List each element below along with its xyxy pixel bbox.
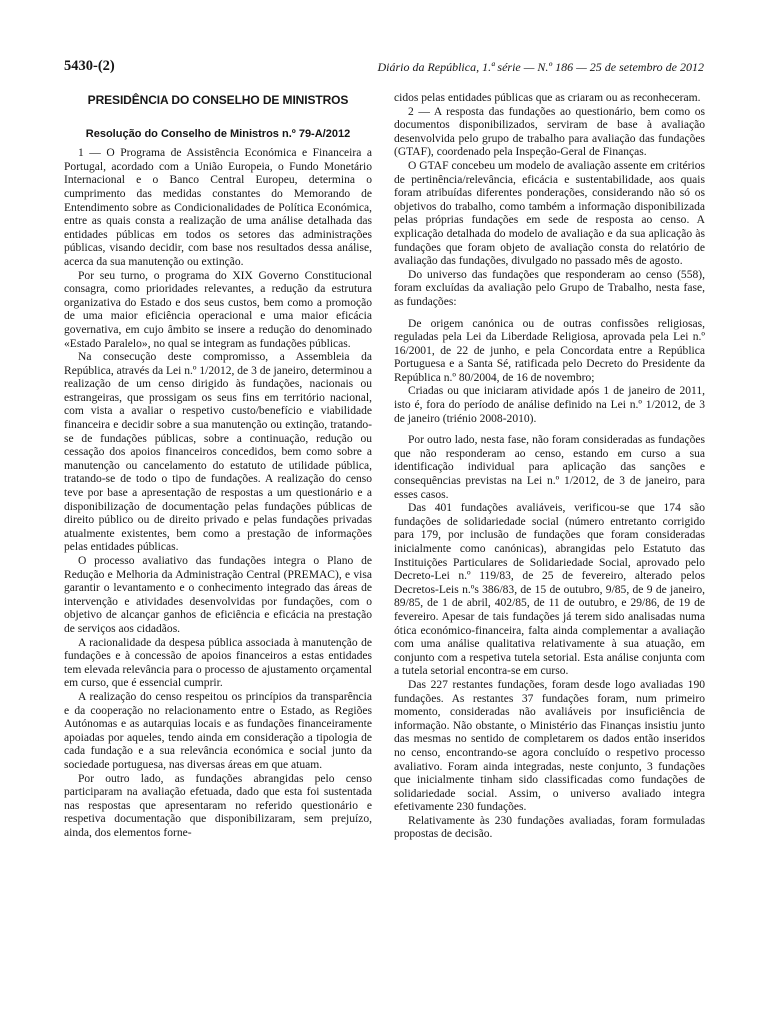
paragraph: Das 401 fundações avaliáveis, verificou-se que 174 são fundações de solidariedade social (número entretanto corrigido para 179, por inclusão de fundações que foram consideradas inicialmente como canónicas), abrangidas pelo Estatuto das Instituições Particulares de Solidariedade Social, aprovado pelo Decreto-Lei n.º 119/83, de 25 de fevereiro, alterado pelos Decretos-Leis n.ºs 386/83, de 15 de outubro, 9/85, de 9 de janeiro, 89/85, de 1 de abril, 402/85, de 11 de outubro, e 29/86, de 19 de fevereiro. Apesar de tais fundações já terem sido analisadas numa ótica económico-financeira, falta ainda complementar a avaliação com uma análise qualitativa relativamente à sua atuação, em conjunto com a respetiva tutela setorial. Esta análise conjunta com a tutela setorial encontra-se em curso. [394,502,705,678]
resolution-title: Resolução do Conselho de Ministros n.º 79-A/2012 [85,127,351,140]
paragraph: O GTAF concebeu um modelo de avaliação assente em critérios de pertinência/relevância, eficácia e sustentabilidade, aos quais foram atribuídas diferentes ponderações, considerando não só os objetivos do trabalho, como também a informação disponibilizada pelas próprias fundações em sede de resposta ao censo. A explicação detalhada do modelo de avaliação e da sua aplicação às fundações que foram objeto de avaliação consta do relatório de avaliação das fundações, divulgado no passado mês de agosto. [394,159,705,268]
list-item: De origem canónica ou de outras confissões religiosas, reguladas pela Lei da Liberdade Religiosa, aprovada pela Lei n.º 16/2001, de 22 de junho, e pela Concordata entre a República Portuguesa e a Santa Sé, ratificada pelo Decreto do Presidente da República n.º 80/2004, de 16 de novembro; [394,317,705,384]
paragraph: Relativamente às 230 fundações avaliadas, foram formuladas propostas de decisão. [394,814,705,841]
right-column [394,92,705,842]
page-header [64,58,704,76]
left-column [64,92,372,840]
paragraph: 1 — O Programa de Assistência Económica e Financeira a Portugal, acordado com a União Europeia, o Fundo Monetário Internacional e o Banco Central Europeu, determina o cumprimento das medidas constantes do Memorando de Entendimento sobre as Condicionalidades de Política Económica, entre as quais consta a realização de uma análise detalhada das entidades públicas em todos os setores das administrações públicas, visando decidir, com base nos resultados dessa análise, acerca da sua manutenção ou extinção. [64,147,372,268]
section-title: PRESIDÊNCIA DO CONSELHO DE MINISTROS [87,93,349,107]
paragraph: Por seu turno, o programa do XIX Governo Constitucional consagra, como prioridades relevantes, a redução da estrutura organizativa do Estado e dos seus custos, bem como a promoção de uma maior eficiência operacional e uma maior eficácia governativa, em cujo âmbito se insere a redução do denominado «Estado Paralelo», no qual se integram as fundações públicas. [64,269,372,350]
paragraph: A racionalidade da despesa pública associada à manutenção de fundações e à concessão de apoios financeiros a estas entidades tem elevada relevância para o processo de ajustamento orçamental em curso, que é essencial cumprir. [64,636,372,690]
list-item: Criadas ou que iniciaram atividade após 1 de janeiro de 2011, isto é, fora do período de análise definido na Lei n.º 1/2012, de 3 de janeiro (triénio 2008-2010). [394,385,705,425]
paragraph: A realização do censo respeitou os princípios da transparência e da cooperação no relacionamento entre o Estado, as Regiões Autónomas e as autarquias locais e as fundações financeiramente apoiadas por aqueles, tendo ainda em consideração a tipologia de cada fundação e a sua relevância económica e social junto da sociedade portuguesa, nas diversas áreas em que atuam. [64,690,372,771]
running-head: Diário da República, 1.ª série — N.º 186 — 25 de setembro de 2012 [377,60,704,74]
paragraph: 2 — A resposta das fundações ao questionário, bem como os documentos disponibilizados, serviram de base à avaliação desenvolvida pelo grupo de trabalho para avaliação das fundações (GTAF), coordenado pela Inspeção-Geral de Finanças. [394,105,705,159]
page-number: 5430-(2) [64,58,115,74]
paragraph: Do universo das fundações que responderam ao censo (558), foram excluídas da avaliação pelo Grupo de Trabalho, nesta fase, as fundações: [394,268,705,308]
paragraph: Na consecução deste compromisso, a Assembleia da República, através da Lei n.º 1/2012, de 3 de janeiro, determinou a realização de um censo dirigido às fundações, nacionais ou estrangeiras, que prossigam os seus fins em território nacional, com vista a avaliar o respetivo custo/benefício e viabilidade financeira e decidir sobre a sua manutenção ou extinção, tratando-se de fundações públicas, sobre a continuação, redução ou cessação dos apoios financeiros concedidos, bem como sobre a manutenção ou cancelamento do estatuto de utilidade pública, tratando-se de todo o tipo de fundações. A realização do censo teve por base a apresentação de respostas a um questionário e a disponibilização de documentação pelas fundações públicas de direito público ou de direito privado e pelas fundações privadas atualmente existentes, bem como a prestação de informações pelas entidades públicas. [64,351,372,554]
paragraph: Por outro lado, nesta fase, não foram consideradas as fundações que não responderam ao censo, estando em curso a sua identificação individual para aplicação das sanções e consequências previstas na Lei n.º 1/2012, de 3 de janeiro, para esses casos. [394,434,705,501]
paragraph: Por outro lado, as fundações abrangidas pelo censo participaram na avaliação efetuada, dado que esta foi sustentada nas respostas que apresentaram no referido questionário e respetiva documentação que disponibilizaram, sem prejuízo, ainda, dos elementos forne- [64,772,372,839]
paragraph: O processo avaliativo das fundações integra o Plano de Redução e Melhoria da Administração Central (PREMAC), e visa garantir o levantamento e o conhecimento integrado das áreas de intervenção e atividades desenvolvidas por fundações, com o objetivo de alcançar ganhos de eficiência e eficácia na prestação de serviços aos cidadãos. [64,555,372,635]
paragraph: Das 227 restantes fundações, foram desde logo avaliadas 190 fundações. As restantes 37 fundações foram, num primeiro momento, consideradas não avaliáveis por insuficiência de informação. Não obstante, o Ministério das Finanças insistiu junto das mesmas no sentido de completarem os dados então inseridos no censo, encontrando-se agora concluído o respetivo processo avaliativo. Foram ainda integradas, neste conjunto, 3 fundações que inicialmente tinham sido classificadas como fundações de solidariedade social. Assim, o universo avaliado integra efetivamente 230 fundações. [394,678,705,814]
paragraph: cidos pelas entidades públicas que as criaram ou as reconheceram. [394,92,701,104]
